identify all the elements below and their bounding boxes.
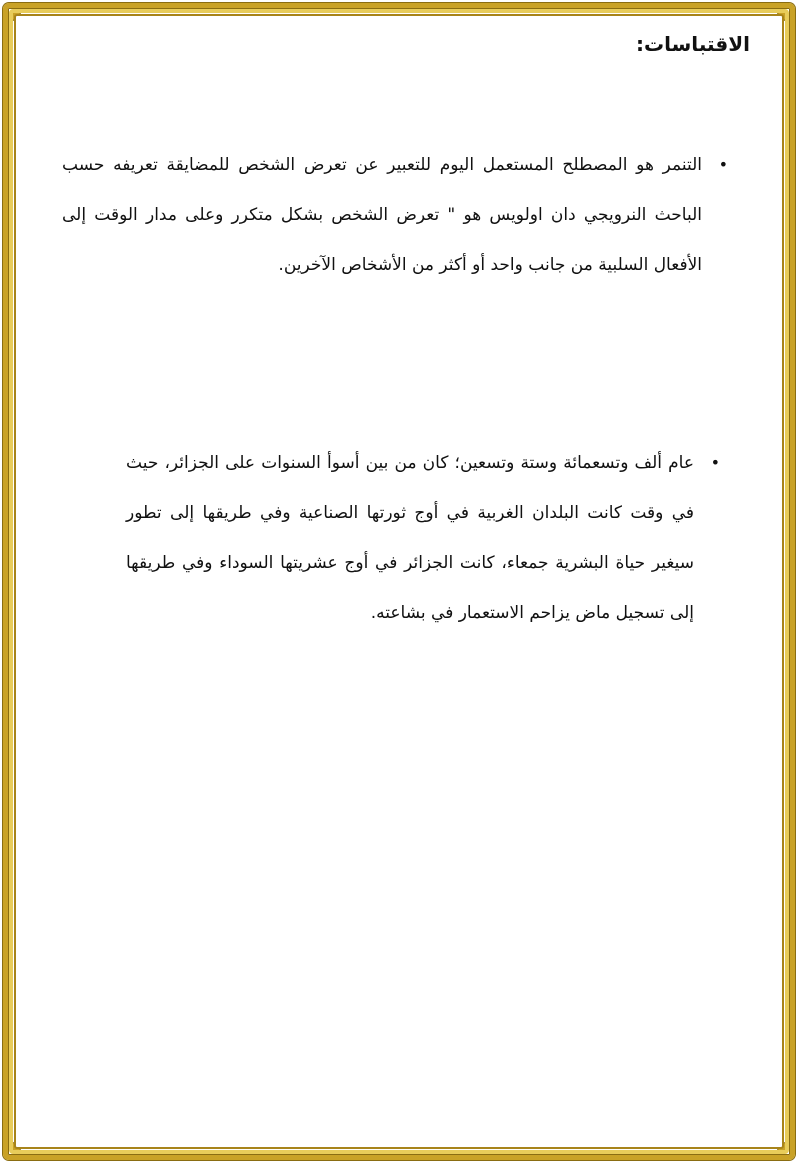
page-title: الاقتباسات: xyxy=(636,32,750,56)
bullet-icon: • xyxy=(710,453,720,472)
bullet-icon: • xyxy=(718,155,728,174)
quote-item xyxy=(126,438,720,638)
quote-item xyxy=(62,140,728,290)
quote-text: عام ألف وتسعمائة وستة وتسعين؛ كان من بين أسوأ السنوات على الجزائر، حيث في وقت كانت البلدان الغربية في أوج ثورتها الصناعية وفي طريقها إلى تطور سيغير حياة البشرية جمعاء، كانت الجزائر في أوج عشريتها السوداء وفي طريقها إلى تسجيل ماض يزاحم الاستعمار في بشاعته. xyxy=(126,453,694,623)
quote-text: التنمر هو المصطلح المستعمل اليوم للتعبير عن تعرض الشخص للمضايقة تعريفه حسب الباحث النرويجي دان اولويس هو " تعرض الشخص بشكل متكرر وعلى مدار الوقت إلى الأفعال السلبية من جانب واحد أو أكثر من الأشخاص الآخرين. xyxy=(62,155,702,275)
